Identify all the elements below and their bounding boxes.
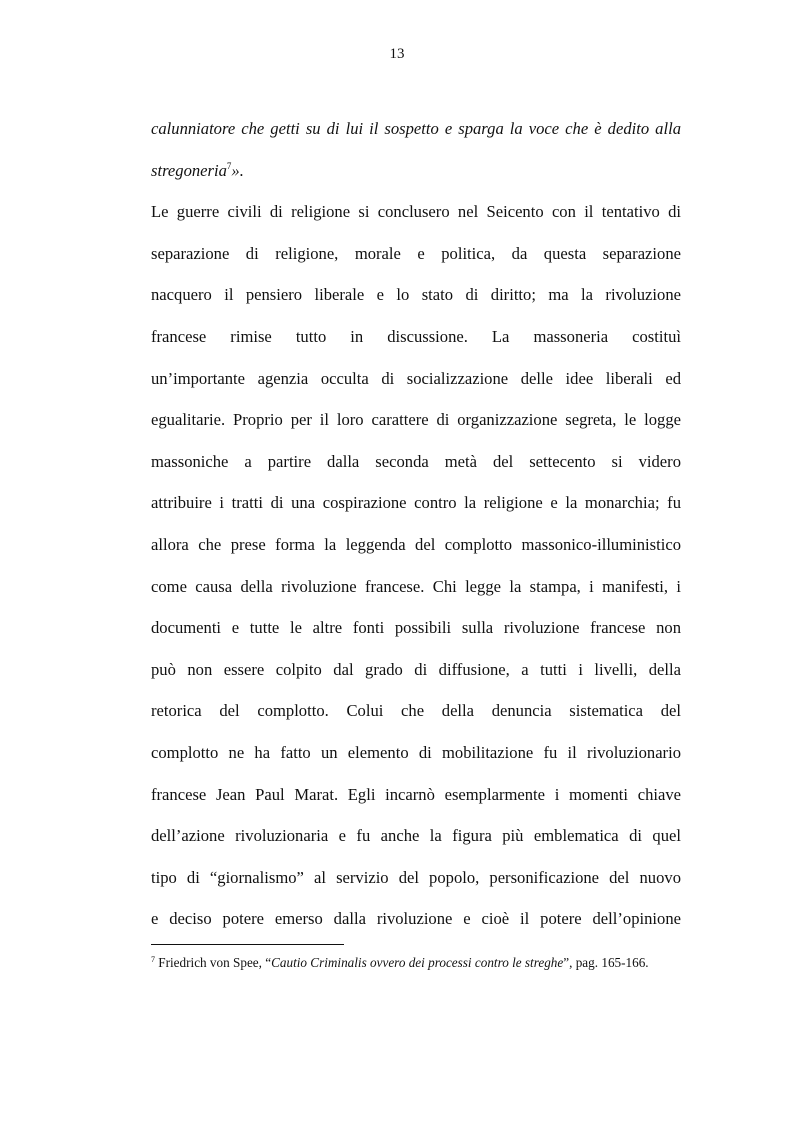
footnote-reference: 7 xyxy=(226,160,232,171)
text-line xyxy=(151,108,681,150)
text-line xyxy=(151,316,681,358)
text-line xyxy=(151,732,681,774)
text-line xyxy=(151,690,681,732)
text-line xyxy=(151,191,681,233)
text-line xyxy=(151,566,681,608)
text-line xyxy=(151,274,681,316)
footnote-tail: ”, pag. 165-166. xyxy=(563,955,649,970)
text-line-content: un’importante agenzia occulta di socializzazione delle idee liberali ed xyxy=(151,368,681,388)
text-line-content: complotto ne ha fatto un elemento di mobilitazione fu il rivoluzionario xyxy=(151,742,681,762)
page-number: 13 xyxy=(389,46,405,62)
text-line xyxy=(151,774,681,816)
footnote xyxy=(151,954,691,972)
text-line xyxy=(151,898,681,940)
text-line-tail: ». xyxy=(231,160,244,180)
text-line-content: tipo di “giornalismo” al servizio del popolo, personificazione del nuovo xyxy=(151,867,681,887)
text-line-content: francese Jean Paul Marat. Egli incarnò esemplarmente i momenti chiave xyxy=(151,784,681,804)
text-line-content: può non essere colpito dal grado di diffusione, a tutti i livelli, della xyxy=(151,659,681,679)
text-line xyxy=(151,815,681,857)
text-line xyxy=(151,441,681,483)
text-line-content: e deciso potere emerso dalla rivoluzione e cioè il potere dell’opinione xyxy=(151,909,681,929)
text-line-content: massoniche a partire dalla seconda metà del settecento si videro xyxy=(151,451,681,471)
text-line xyxy=(151,857,681,899)
footnote-author: Friedrich von Spee, “ xyxy=(155,955,272,970)
text-line-content: egualitarie. Proprio per il loro carattere di organizzazione segreta, le logge xyxy=(151,410,681,430)
footnote-separator xyxy=(151,944,344,945)
text-line xyxy=(151,233,681,275)
text-line-content: calunniatore che getti su di lui il sospetto e sparga la voce che è dedito alla xyxy=(151,119,681,138)
text-line xyxy=(151,399,681,441)
text-line-content: separazione di religione, morale e politica, da questa separazione xyxy=(151,243,681,263)
text-line-content: dell’azione rivoluzionaria e fu anche la figura più emblematica di quel xyxy=(151,826,681,846)
text-line xyxy=(151,524,681,566)
text-line-content: retorica del complotto. Colui che della denuncia sistematica del xyxy=(151,701,681,721)
text-line xyxy=(151,607,681,649)
text-line-content: allora che prese forma la leggenda del complotto massonico-illuministico xyxy=(151,534,681,554)
text-line-content: attribuire i tratti di una cospirazione contro la religione e la monarchia; fu xyxy=(151,493,681,513)
text-line xyxy=(151,150,681,192)
footnote-title: Cautio Criminalis ovvero dei processi contro le streghe xyxy=(271,955,564,970)
body-text xyxy=(151,108,681,940)
text-line-content: francese rimise tutto in discussione. La massoneria costituì xyxy=(151,326,681,346)
text-line-content: Le guerre civili di religione si conclusero nel Seicento con il tentativo di xyxy=(151,202,681,222)
footnote-marker: 7 xyxy=(151,955,155,964)
text-line xyxy=(151,482,681,524)
text-line-content: nacquero il pensiero liberale e lo stato di diritto; ma la rivoluzione xyxy=(151,285,681,305)
text-line-content: documenti e tutte le altre fonti possibili sulla rivoluzione francese non xyxy=(151,618,681,638)
text-line xyxy=(151,649,681,691)
text-line xyxy=(151,358,681,400)
text-line-content: come causa della rivoluzione francese. Chi legge la stampa, i manifesti, i xyxy=(151,576,681,596)
text-line-content: stregoneria xyxy=(151,160,227,180)
